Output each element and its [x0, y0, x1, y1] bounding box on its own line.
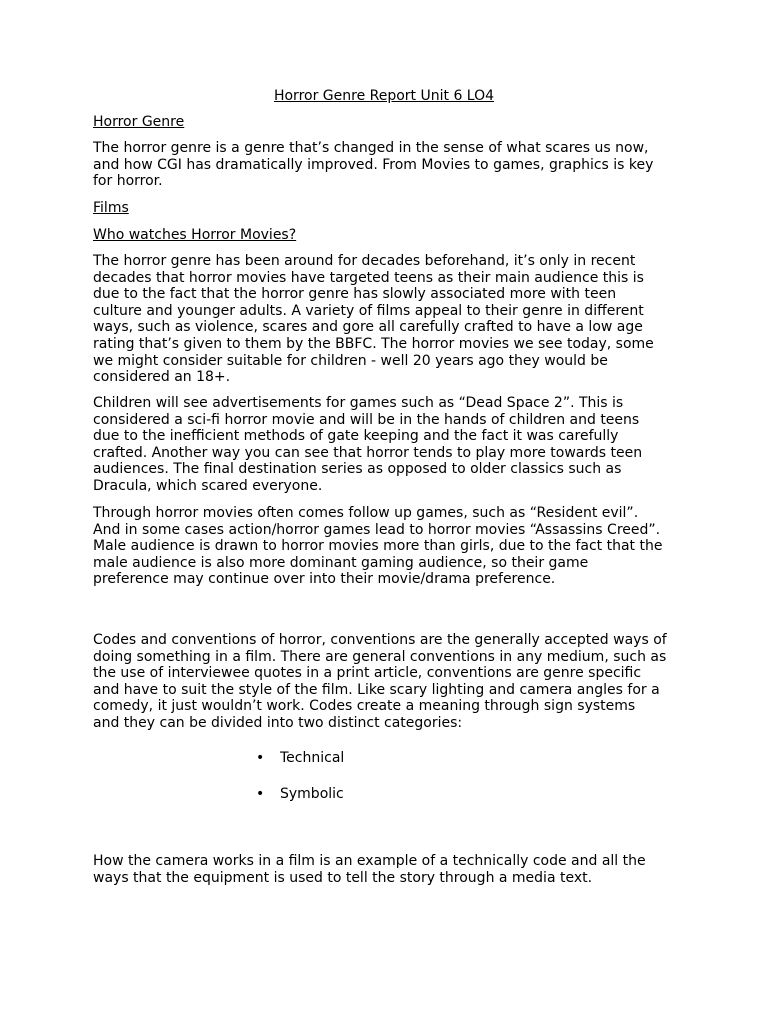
paragraph-line: Male audience is drawn to horror movies more than girls, due to the fact that the [93, 538, 663, 555]
paragraph-line: we might consider suitable for children - well 20 years ago they would be [93, 352, 608, 369]
paragraph-line: Codes and conventions of horror, conventions are the generally accepted ways of [93, 632, 667, 648]
paragraph-line: the use of interviewee quotes in a print article, conventions are genre specific [93, 665, 642, 682]
paragraph-line: considered an 18+. [93, 369, 231, 386]
paragraph-line: audiences. The final destination series as opposed to older classics such as [93, 461, 622, 478]
paragraph-line: crafted. Another way you can see that horror tends to play more towards teen [93, 444, 643, 461]
bullet-label: Symbolic [280, 786, 344, 802]
paragraph-line: culture and younger adults. A variety of films appeal to their genre in different [93, 302, 644, 319]
paragraph-children [93, 395, 642, 495]
heading-films: Films [93, 200, 129, 216]
paragraph-codes [93, 632, 667, 732]
bullet-icon: • [256, 750, 265, 766]
paragraph-intro [93, 140, 653, 190]
paragraph-line: and they can be divided into two distinct categories: [93, 714, 463, 731]
paragraph-line: doing something in a film. There are general conventions in any medium, such as [93, 648, 667, 665]
paragraph-line: The horror genre has been around for decades beforehand, it’s only in recent [93, 253, 636, 269]
paragraph-line: Children will see advertisements for games such as “Dead Space 2”. This is [93, 395, 624, 411]
paragraph-line: and how CGI has dramatically improved. From Movies to games, graphics is key [93, 156, 654, 173]
bullet-item-symbolic [256, 785, 344, 803]
paragraph-line: How the camera works in a film is an example of a technically code and all the [93, 853, 646, 869]
paragraph-line: decades that horror movies have targeted teens as their main audience this is [93, 269, 644, 286]
heading-who-watches: Who watches Horror Movies? [93, 227, 297, 243]
paragraph-line: ways, such as violence, scares and gore all carefully crafted to have a low age [93, 319, 643, 336]
heading-horror-genre: Horror Genre [93, 114, 185, 130]
bullet-label: Technical [280, 750, 345, 766]
paragraph-who-watches [93, 253, 654, 386]
paragraph-games [93, 505, 662, 588]
paragraph-line: due to the inefficient methods of gate keeping and the fact it was carefully [93, 428, 619, 445]
paragraph-camera [93, 853, 646, 886]
paragraph-line: rating that’s given to them by the BBFC. The horror movies we see today, some [93, 335, 654, 352]
bullet-icon: • [256, 786, 265, 802]
document-title: Horror Genre Report Unit 6 LO4 [273, 88, 495, 104]
paragraph-line: Through horror movies often comes follow up games, such as “Resident evil”. [93, 505, 639, 521]
paragraph-line: due to the fact that the horror genre has slowly associated more with teen [93, 286, 617, 303]
paragraph-line: And in some cases action/horror games lead to horror movies “Assassins Creed”. [93, 521, 661, 538]
paragraph-line: male audience is also more dominant gaming audience, so their game [93, 554, 589, 571]
paragraph-line: preference may continue over into their movie/drama preference. [93, 571, 556, 588]
paragraph-line: comedy, it just wouldn’t work. Codes create a meaning through sign systems [93, 698, 636, 715]
paragraph-line: considered a sci-fi horror movie and will be in the hands of children and teens [93, 411, 640, 428]
bullet-item-technical [256, 749, 344, 767]
paragraph-line: Dracula, which scared everyone. [93, 477, 323, 494]
paragraph-line: ways that the equipment is used to tell the story through a media text. [93, 869, 593, 886]
paragraph-line: for horror. [93, 173, 163, 190]
paragraph-line: The horror genre is a genre that’s changed in the sense of what scares us now, [93, 140, 649, 156]
paragraph-line: and have to suit the style of the film. Like scary lighting and camera angles for a [93, 681, 660, 698]
